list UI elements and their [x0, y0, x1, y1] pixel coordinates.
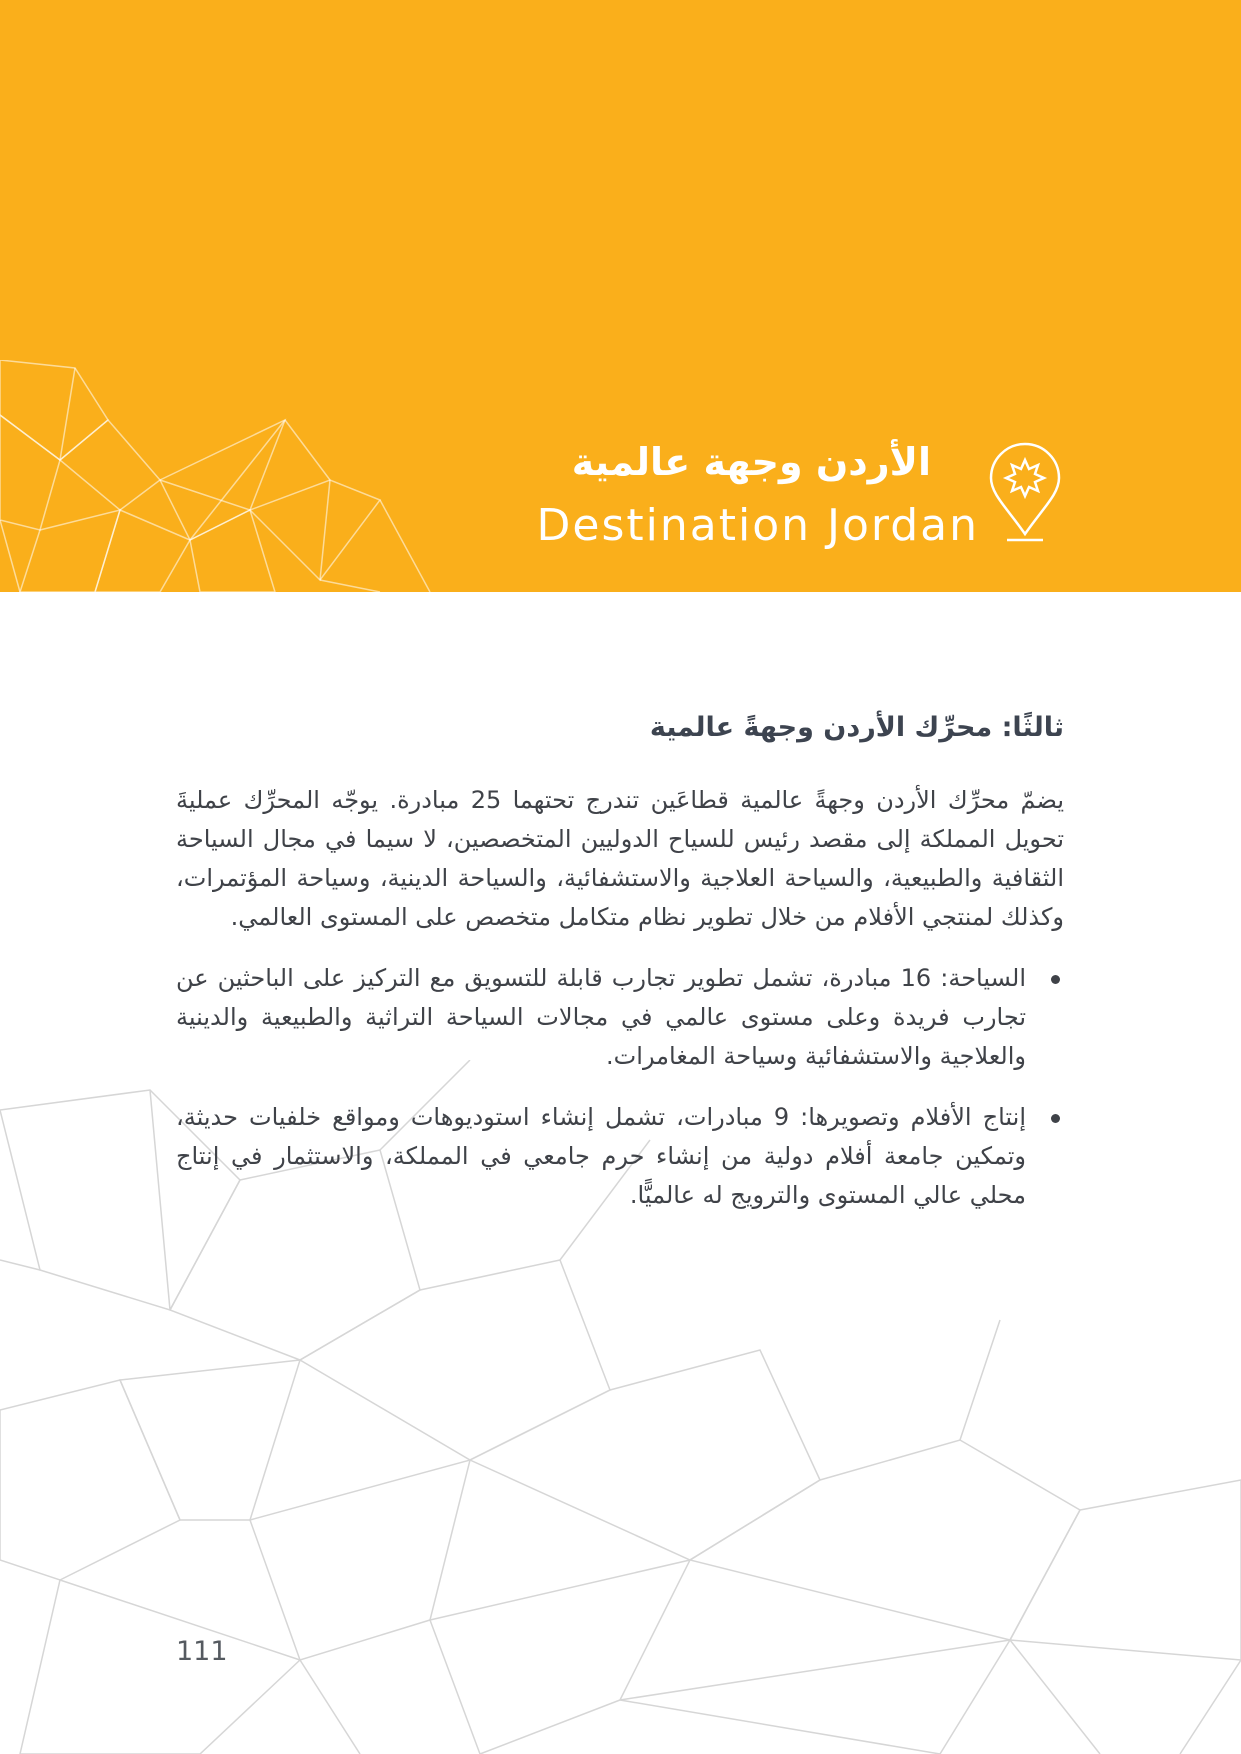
page-number: 111: [176, 1636, 228, 1667]
page-title-arabic: الأردن وجهة عالمية: [571, 440, 931, 484]
bullet-icon: [1051, 1114, 1060, 1123]
initiatives-list: [176, 959, 1064, 1215]
page-title-english: Destination Jordan: [536, 500, 979, 551]
section-heading: ثالثًا: محرِّك الأردن وجهةً عالمية: [649, 712, 1064, 743]
list-item: [176, 959, 1064, 1076]
intro-paragraph: يضمّ محرِّك الأردن وجهةً عالمية قطاعَين تندرج تحتهما 25 مبادرة. يوجّه المحرِّك عمليةَ تحويل المملكة إلى مقصد رئيس للسياح الدوليين المتخصصين، لا سيما في مجال السياحة الثقافية والطبيعية، والسياحة العلاجية والاستشفائية، والسياحة الدينية، وسياحة المؤتمرات، وكذلك لمنتجي الأفلام من خلال تطوير نظام متكامل متخصص على المستوى العالمي.: [176, 786, 1065, 931]
list-item-text: السياحة: 16 مبادرة، تشمل تطوير تجارب قابلة للتسويق مع التركيز على الباحثين عن تجارب فريدة وعلى مستوى عالمي في مجالات السياحة التراثية والطبيعية والدينية والعلاجية والاستشفائية وسياحة المغامرات.: [176, 964, 1026, 1070]
geometric-pattern-decoration: [0, 360, 440, 592]
bullet-icon: [1051, 975, 1060, 984]
list-item-text: إنتاج الأفلام وتصويرها: 9 مبادرات، تشمل إنشاء استوديوهات ومواقع خلفيات حديثة، وتمكين جامعة أفلام دولية من إنشاء حرم جامعي في المملكة، والاستثمار في إنتاج محلي عالي المستوى والترويج له عالميًّا.: [176, 1103, 1027, 1209]
main-content: [176, 712, 1064, 1237]
list-item: [176, 1098, 1064, 1215]
location-pin-star-icon: [985, 442, 1065, 544]
header-banner: [0, 0, 1241, 592]
